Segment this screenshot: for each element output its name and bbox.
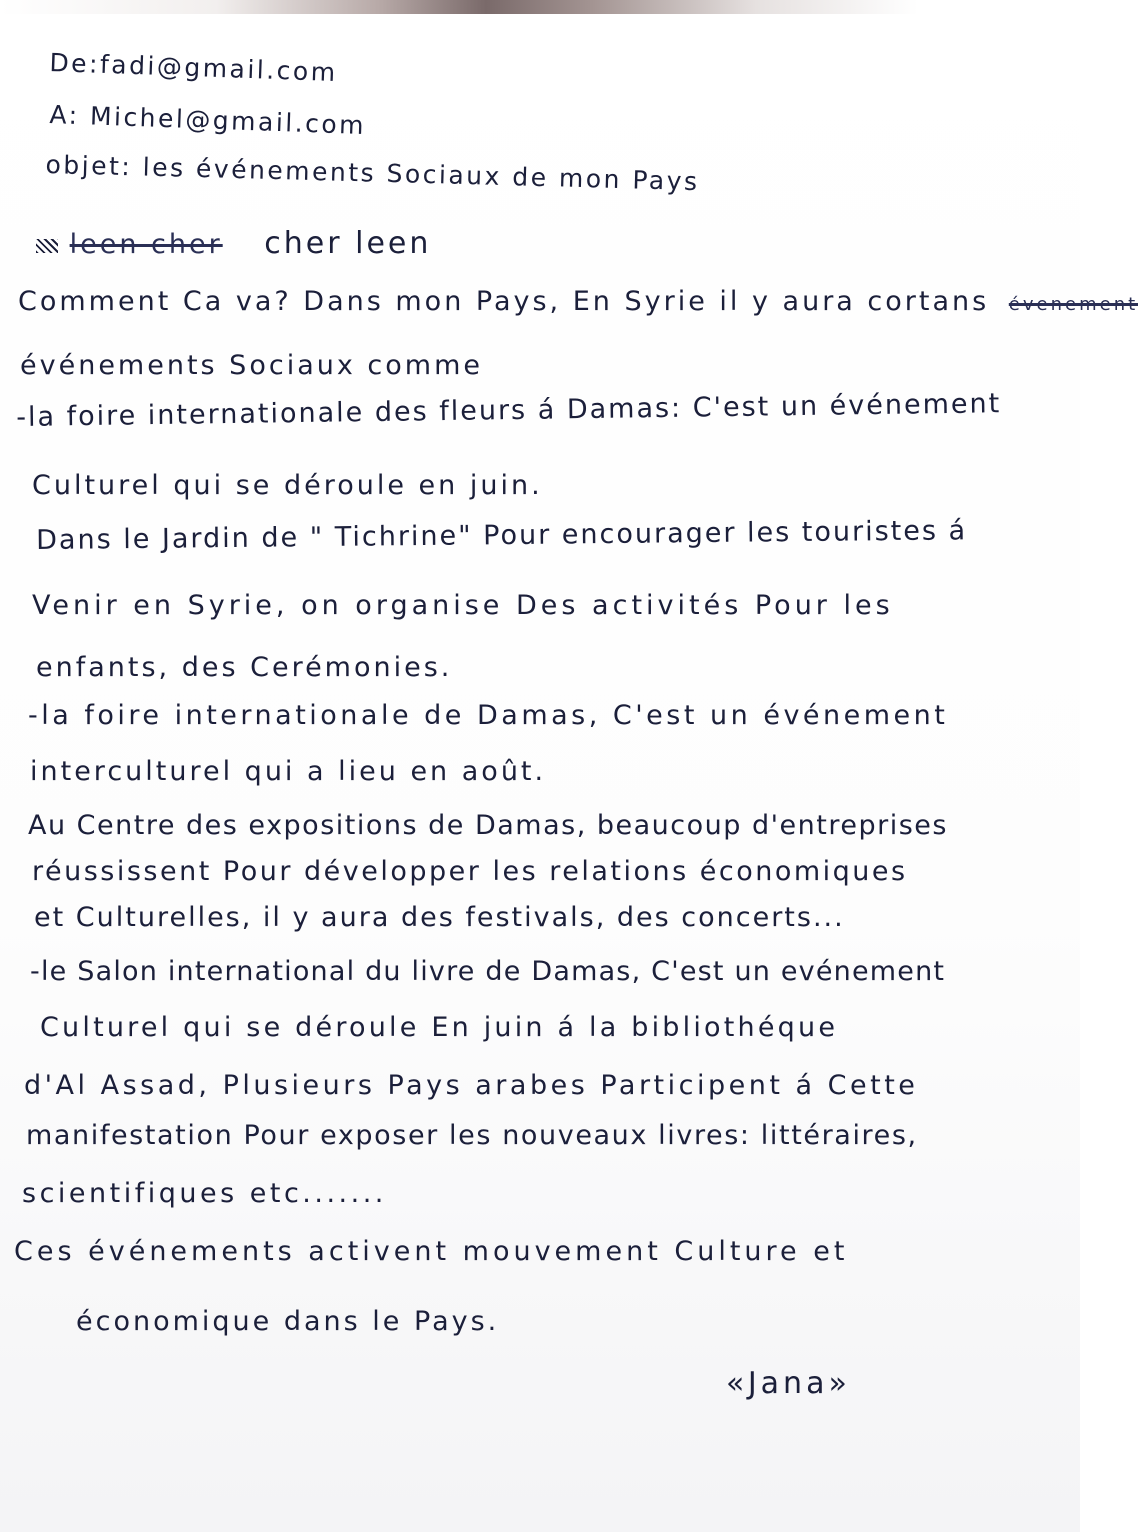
body-line-19: économique dans le Pays. xyxy=(76,1306,500,1337)
scribble-mark xyxy=(36,239,58,253)
crossed-word: évenement xyxy=(1008,294,1138,315)
subject-line: objet: les événements Sociaux de mon Pays xyxy=(45,150,700,197)
to-line: A: Michel@gmail.com xyxy=(48,100,367,141)
body-line-15: d'Al Assad, Plusieurs Pays arabes Participent á Cette xyxy=(24,1070,919,1101)
body-line-8: -la foire internationale de Damas, C'est un événement xyxy=(28,700,949,731)
body-line-2: événements Sociaux comme xyxy=(20,350,483,381)
body-line-4: Culturel qui se déroule en juin. xyxy=(32,470,543,501)
body-line-14: Culturel qui se déroule En juin á la bibliothéque xyxy=(40,1012,839,1043)
greeting-line xyxy=(36,226,431,261)
body-line-1: Comment Ca va? Dans mon Pays, En Syrie il y aura cortans évenement xyxy=(18,286,1138,317)
body-line-11: réussissent Pour développer les relations économiques xyxy=(32,856,908,887)
body-line-7: enfants, des Cerémonies. xyxy=(36,652,453,683)
from-line: De:fadi@gmail.com xyxy=(48,48,339,88)
body-line-17: scientifiques etc....... xyxy=(22,1178,387,1209)
body-line-12: et Culturelles, il y aura des festivals, des concerts... xyxy=(34,902,845,933)
body-line-16: manifestation Pour exposer les nouveaux livres: littéraires, xyxy=(26,1120,918,1151)
body-line-10: Au Centre des expositions de Damas, beaucoup d'entreprises xyxy=(28,810,948,841)
body-line-13: -le Salon international du livre de Damas, C'est un evénement xyxy=(30,956,946,987)
photo-edge-strip xyxy=(0,0,1080,14)
body-line-18: Ces événements activent mouvement Culture et xyxy=(14,1236,849,1267)
body-line-6: Venir en Syrie, on organise Des activités Pour les xyxy=(32,590,894,621)
signature: «Jana» xyxy=(726,1366,851,1401)
body-line-3: -la foire internationale des fleurs á Damas: C'est un événement xyxy=(16,388,1002,433)
greeting-crossed-out: leen cher xyxy=(69,229,223,260)
body-line-9: interculturel qui a lieu en août. xyxy=(30,756,547,787)
body-line-5: Dans le Jardin de " Tichrine" Pour encourager les touristes á xyxy=(36,515,968,556)
greeting-text: cher leen xyxy=(264,226,432,261)
